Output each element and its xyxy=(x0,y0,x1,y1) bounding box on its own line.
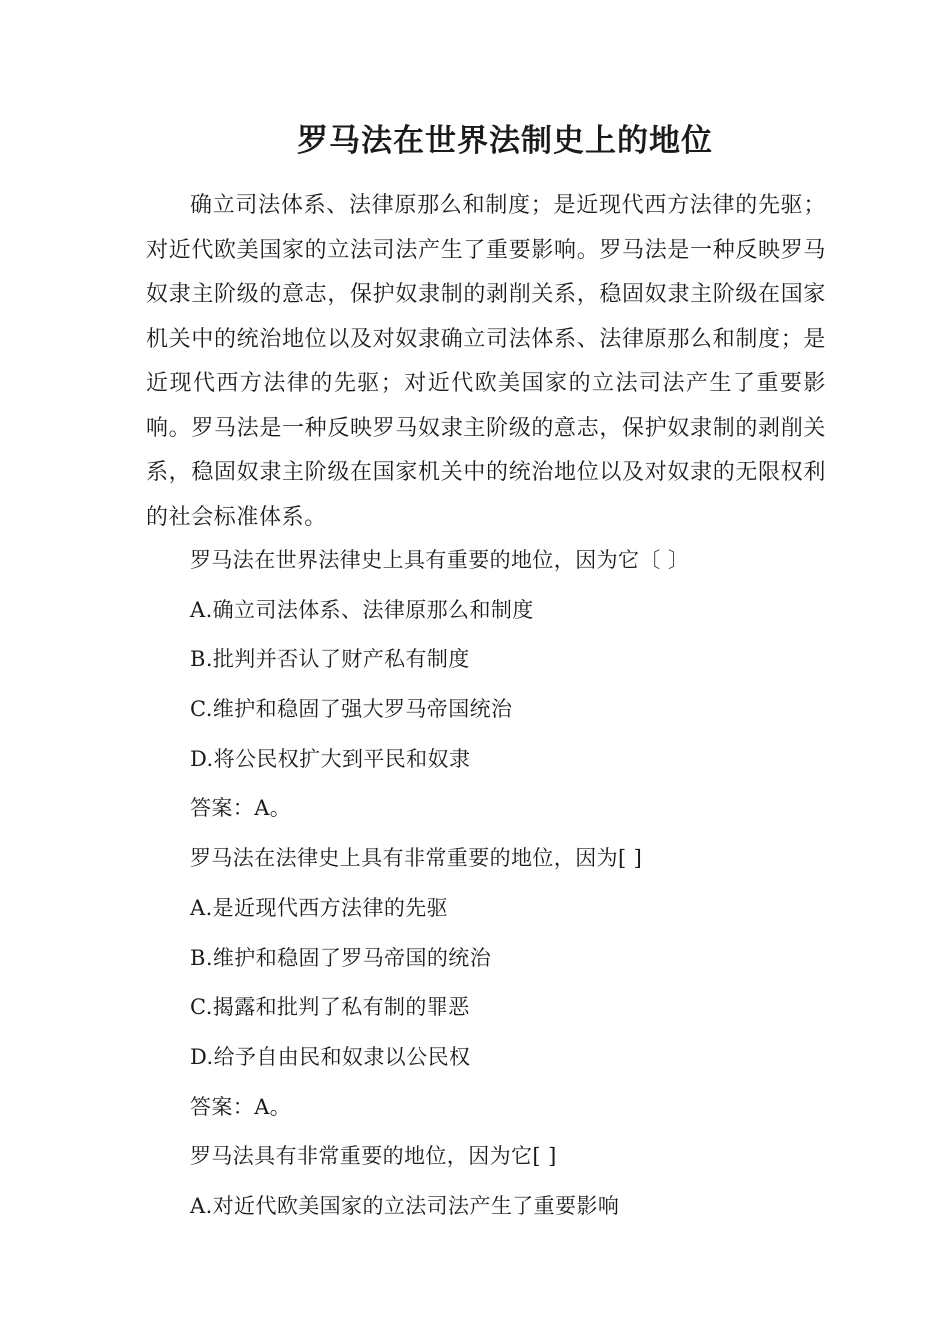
question-1-option-d: D.将公民权扩大到平民和奴隶 xyxy=(190,746,471,771)
question-3-stem: 罗马法具有非常重要的地位，因为它[ ] xyxy=(190,1144,557,1169)
question-1-option-b: B.批判并否认了财产私有制度 xyxy=(190,647,470,672)
question-2-option-a: A.是近现代西方法律的先驱 xyxy=(190,895,449,920)
question-3-option-a: A.对近代欧美国家的立法司法产生了重要影响 xyxy=(190,1193,620,1218)
question-1-stem: 罗马法在世界法律史上具有重要的地位，因为它〔 〕 xyxy=(190,548,690,572)
question-1-option-c: C.维护和稳固了强大罗马帝国统治 xyxy=(190,697,513,722)
question-list xyxy=(190,539,830,1235)
question-2-answer: 答案：A。 xyxy=(190,1094,292,1119)
question-1-answer: 答案：A。 xyxy=(190,796,292,821)
question-2-option-c: C.揭露和批判了私有制的罪恶 xyxy=(190,995,470,1020)
intro-paragraph: 确立司法体系、法律原那么和制度；是近现代西方法律的先驱；对近代欧美国家的立法司法产生了重要影响。罗马法是一种反映罗马奴隶主阶级的意志，保护奴隶制的剥削关系，稳固奴隶主阶级在国家机关中的统治地位以及对奴隶确立司法体系、法律原那么和制度；是近现代西方法律的先驱；对近代欧美国家的立法司法产生了重要影响。罗马法是一种反映罗马奴隶主阶级的意志，保护奴隶制的剥削关系，稳固奴隶主阶级在国家机关中的统治地位以及对奴隶的无限权利的社会标准体系。 xyxy=(146,193,826,530)
question-2-option-d: D.给予自由民和奴隶以公民权 xyxy=(190,1044,471,1069)
question-2-stem: 罗马法在法律史上具有非常重要的地位，因为[ ] xyxy=(190,846,643,871)
page-title: 罗马法在世界法制史上的地位 xyxy=(297,123,713,159)
question-2-option-b: B.维护和稳固了罗马帝国的统治 xyxy=(190,945,492,970)
question-1-option-a: A.确立司法体系、法律原那么和制度 xyxy=(190,597,534,622)
